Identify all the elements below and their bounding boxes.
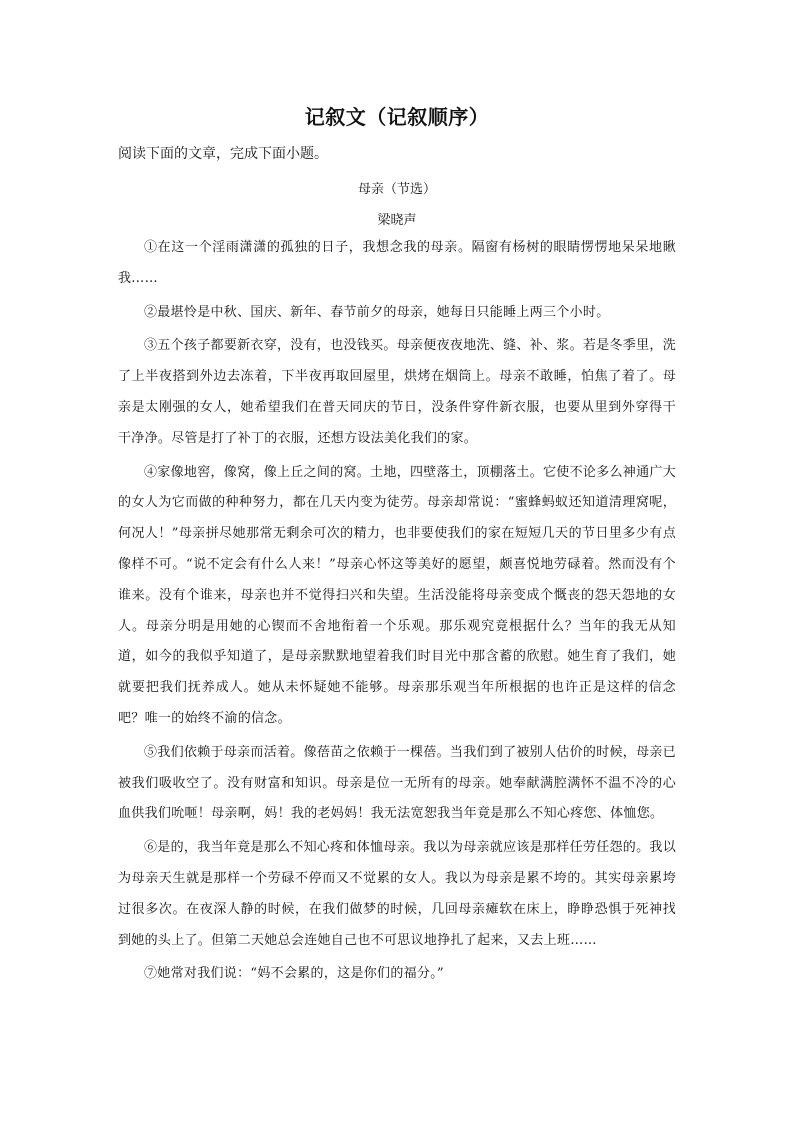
instruction-text: 阅读下面的文章，完成下面小题。 xyxy=(118,146,328,162)
paragraph-1: ①在这一个淫雨潇潇的孤独的日子，我想念我的母亲。隔窗有杨树的眼睛愣愣地呆呆地瞅我…… xyxy=(118,240,676,286)
article-title: 母亲（节选） xyxy=(357,182,436,197)
paragraph-3: ③五个孩子都要新衣穿，没有，也没钱买。母亲便夜夜地洗、缝、补、浆。若是冬季里，洗了上半夜搭到外边去冻着，下半夜再取回屋里，烘烤在烟筒上。母亲不敢睡，怕焦了着了。母亲是太刚强的女人，她希望我们在普天同庆的节日，没条件穿件新衣服，也要从里到外穿得干干净净。尽管是打了补丁的衣服，还想方设法美化我们的家。 xyxy=(118,338,677,446)
document-title: 记叙文（记叙顺序） xyxy=(304,105,490,129)
paragraph-7: ⑦她常对我们说：“妈不会累的，这是你们的福分。” xyxy=(144,966,444,982)
article-author: 梁晓声 xyxy=(377,213,417,228)
paragraph-4: ④家像地窖，像窝，像上丘之间的窝。土地，四壁落土，顶棚落土。它使不论多么神通广大的女人为它而做的种种努力，都在几天内变为徒劳。母亲却常说：“蜜蜂蚂蚁还知道清理窝呢，何况人！”母亲拼尽她那常无剩余可次的精力，也非要使我们的家在短短几天的节日里多少有点像样不可。“说不定会有什么人来！”母亲心怀这等美好的愿望，颇喜悦地劳碌着。然而没有个谁来。没有个谁来，母亲也并不觉得扫兴和失望。生活没能将母亲变成个慨丧的怨天怨地的女人。母亲分明是用她的心锲而不舍地衔着一个乐观。那乐观究竟根据什么？当年的我无从知道，如今的我似乎知道了，是母亲默默地望着我们时目光中那含蓄的欣慰。她生育了我们，她就要把我们抚养成人。她从未怀疑她不能够。母亲那乐观当年所根据的也许正是这样的信念吧？唯一的始终不渝的信念。 xyxy=(118,464,677,726)
article-body xyxy=(118,233,676,993)
paragraph-2: ②最堪怜是中秋、国庆、新年、春节前夕的母亲，她每日只能睡上两三个小时。 xyxy=(144,304,610,320)
paragraph-5: ⑤我们依赖于母亲而活着。像蓓苗之依赖于一棵蓓。当我们到了被别人估价的时候，母亲已被我们吸收空了。没有财富和知识。母亲是位一无所有的母亲。她奉献满腔满怀不温不冷的心血供我们吮咂！母亲啊，妈！我的老妈妈！我无法宽恕我当年竟是那么不知心疼您、体恤您。 xyxy=(118,744,677,822)
paragraph-6: ⑥是的，我当年竟是那么不知心疼和体恤母亲。我以为母亲就应该是那样任劳任怨的。我以为母亲天生就是那样一个劳碌不停而又不觉累的女人。我以为母亲是累不垮的。其实母亲累垮过很多次。在夜深人静的时候，在我们做梦的时候，几回母亲瘫软在床上，睁睁恐惧于死神找到她的头上了。但第二天她总会连她自己也不可思议地挣扎了起来，又去上班…… xyxy=(118,840,677,948)
